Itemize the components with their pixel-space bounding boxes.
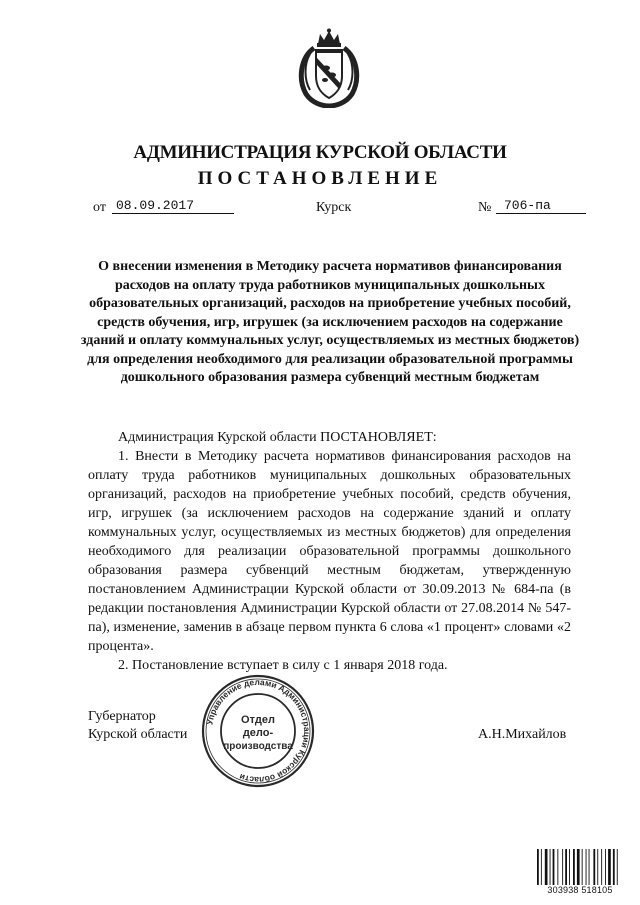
stamp-center-line-2: дело- <box>242 727 274 739</box>
barcode-bars-icon <box>536 849 624 887</box>
signer-title <box>88 708 187 744</box>
document-number: 706-па <box>496 198 586 214</box>
resolution-item-2: 2. Постановление вступает в силу с 1 января 2018 года. <box>118 658 448 673</box>
document-body <box>88 428 571 675</box>
stamp-outer-text: Управление делами Администрации Курской области <box>204 676 313 786</box>
number-label: № <box>478 200 492 215</box>
document-type-heading: ПОСТАНОВЛЕНИЕ <box>197 168 443 189</box>
city-name: Курск <box>316 200 352 215</box>
coat-of-arms-icon <box>296 28 362 108</box>
document-subject: О внесении изменения в Методику расчета нормативов финансирования расходов на оплату труда работников муниципальных дошкольных образовательных организаций, расходов на приобретение учебных пособий, средств обучения, игр, игрушек (за исключением расходов на содержание зданий и оплату коммунальных услуг, осуществляемых из местных бюджетов) для определения необходимого для реализации образовательной программы дошкольного образования размера субвенций местным бюджетам <box>80 259 580 385</box>
barcode <box>536 849 624 897</box>
resolution-intro: Администрация Курской области ПОСТАНОВЛЯЕТ: <box>118 430 437 445</box>
stamp-center-line-3: производства <box>223 741 293 752</box>
signer-title-line-2: Курской области <box>88 727 188 742</box>
signer-name: А.Н.Михайлов <box>478 727 567 742</box>
stamp-center-line-1: Отдел <box>241 714 275 726</box>
resolution-item-1: 1. Внести в Методику расчета нормативов финансирования расходов на оплату труда работников муниципальных дошкольных образовательных организаций, расходов на приобретение учебных пособий, средств обучения, игр, игрушек (за исключением расходов на содержание зданий и оплату коммунальных услуг, осуществляемых из местных бюджетов) для определения необходимого для реализации образовательной программы дошкольного образования размера субвенций местным бюджетам, утвержденную постановлением Администрации Курской области от 30.09.2013 № 684-па (в редакции постановления Администрации Курской области от 27.08.2014 № 547-па), изменение, заменив в абзаце первом пункта 6 слова «1 процент» словами «2 процента». <box>88 449 571 654</box>
office-stamp <box>200 673 316 789</box>
document-date: 08.09.2017 <box>112 198 234 214</box>
date-label: от <box>93 200 106 215</box>
signer-title-line-1: Губернатор <box>88 709 156 724</box>
organization-title: АДМИНИСТРАЦИЯ КУРСКОЙ ОБЛАСТИ <box>133 142 507 163</box>
barcode-number: 303938 518105 <box>536 885 624 895</box>
